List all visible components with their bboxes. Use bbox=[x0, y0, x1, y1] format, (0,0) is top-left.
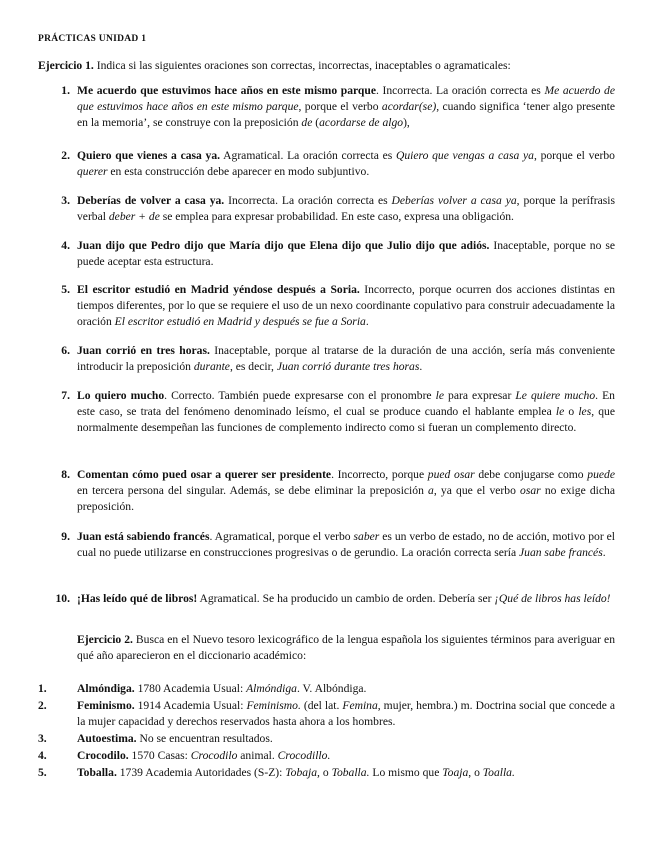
italic-text: Crocodillo. bbox=[277, 749, 331, 762]
bold-sentence: Almóndiga. bbox=[77, 682, 135, 695]
italic-text: les bbox=[578, 405, 592, 418]
italic-text: Me acuerdo de que estuvimos hace años en este mismo parque bbox=[77, 84, 615, 113]
italic-text: puede bbox=[587, 468, 615, 481]
text-run: debe conjugarse como bbox=[474, 468, 588, 481]
text-run: , mujer, hembra.) m. Doctrina social que concede a la mujer capacidad y derechos reservados hasta ahora a los hombres. bbox=[77, 699, 616, 728]
italic-text: Quiero que vengas a casa ya bbox=[395, 149, 534, 162]
item-text bbox=[77, 83, 615, 131]
bold-sentence: Juan corrió en tres horas. bbox=[77, 344, 210, 357]
bold-sentence: ¡Has leído qué de libros! bbox=[77, 592, 198, 605]
text-run: . bbox=[365, 315, 369, 328]
item-text bbox=[77, 591, 615, 607]
item-text bbox=[77, 343, 615, 375]
italic-text: acordarse de algo bbox=[319, 116, 404, 129]
exercise-1-instruction: Indica si las siguientes oraciones son correctas, incorrectas, inaceptables o agramaticales: bbox=[96, 59, 511, 72]
page-title: PRÁCTICAS UNIDAD 1 bbox=[38, 34, 147, 44]
text-run: se emplea para expresar probabilidad. En este caso, expresa una obligación. bbox=[159, 210, 514, 223]
italic-text: Femina bbox=[342, 699, 378, 712]
text-run: , que normalmente desempeñan las funciones de complemento indirecto como si fueran un complemento directo. bbox=[77, 405, 615, 434]
text-run: , o bbox=[468, 766, 483, 779]
item-text bbox=[77, 681, 615, 697]
item-text bbox=[77, 282, 615, 330]
italic-text: Juan corrió durante tres horas bbox=[276, 360, 420, 373]
text-run: . Correcto. También puede expresarse con el pronombre bbox=[164, 389, 436, 402]
bold-sentence: El escritor estudió en Madrid yéndose después a Soria. bbox=[77, 283, 360, 296]
bold-sentence: Quiero que vienes a casa ya. bbox=[77, 149, 221, 162]
text-run: (del lat. bbox=[300, 699, 343, 712]
text-run: animal. bbox=[237, 749, 278, 762]
text-run: o bbox=[319, 766, 332, 779]
item-text bbox=[77, 148, 615, 180]
text-run: , ya que el verbo bbox=[433, 484, 521, 497]
text-run: ( bbox=[312, 116, 320, 129]
text-run: Agramatical. La oración correcta es bbox=[220, 149, 396, 162]
bold-sentence: Crocodilo. bbox=[77, 749, 129, 762]
italic-text: Tobaja, bbox=[285, 766, 320, 779]
item-number: 5. bbox=[38, 766, 47, 779]
text-run: . V. Albóndiga. bbox=[296, 682, 367, 695]
item-number: 3. bbox=[61, 194, 70, 207]
text-run: Incorrecta. La oración correcta es bbox=[224, 194, 392, 207]
item-text bbox=[77, 748, 615, 764]
text-run: o bbox=[564, 405, 579, 418]
exercise-1-heading bbox=[38, 58, 623, 74]
italic-text: Crocodilo bbox=[190, 749, 238, 762]
italic-text: Le quiere mucho bbox=[515, 389, 596, 402]
bold-sentence: Toballa. bbox=[77, 766, 117, 779]
bold-sentence: Me acuerdo que estuvimos hace años en este mismo parque bbox=[77, 84, 376, 97]
text-run: para expresar bbox=[444, 389, 516, 402]
exercise-1-label: Ejercicio 1. bbox=[38, 59, 94, 72]
italic-text: a bbox=[428, 484, 434, 497]
bold-sentence: Comentan cómo pued osar a querer ser presidente bbox=[77, 468, 332, 481]
text-run: . bbox=[602, 546, 606, 559]
text-run: ), bbox=[403, 116, 410, 129]
item-number: 10. bbox=[55, 592, 70, 605]
italic-text: durante bbox=[193, 360, 230, 373]
italic-text: le bbox=[555, 405, 565, 418]
item-text bbox=[77, 529, 615, 561]
italic-text: de bbox=[301, 116, 313, 129]
text-run: 1780 Academia Usual: bbox=[134, 682, 247, 695]
bold-sentence: Autoestima. bbox=[77, 732, 137, 745]
text-run: . Incorrecto, porque bbox=[331, 468, 428, 481]
item-text bbox=[77, 467, 615, 515]
italic-text: pued osar bbox=[427, 468, 475, 481]
item-number: 8. bbox=[61, 468, 70, 481]
text-run: . En este caso, se trata del fenómeno denominado leísmo, el cual se produce cuando el hablante emplea bbox=[77, 389, 615, 418]
text-run: Lo mismo que bbox=[369, 766, 443, 779]
item-number: 7. bbox=[61, 389, 70, 402]
item-text bbox=[77, 238, 615, 270]
item-number: 3. bbox=[38, 732, 47, 745]
text-run: Agramatical. Se ha producido un cambio de orden. Debería ser bbox=[197, 592, 495, 605]
item-text bbox=[77, 388, 615, 436]
italic-text: querer bbox=[77, 165, 108, 178]
text-run: Incorrecto, porque ocurren dos acciones distintas en tiempos diferentes, por lo que se requiere el uso de un nexo coordinante copulativo para construir adecuadamente la oración bbox=[77, 283, 615, 328]
item-number: 2. bbox=[61, 149, 70, 162]
text-run: . Incorrecta. La oración correcta es bbox=[375, 84, 545, 97]
bold-sentence: Feminismo. bbox=[77, 699, 135, 712]
item-text bbox=[77, 731, 615, 747]
item-text bbox=[77, 698, 615, 730]
italic-text: Feminismo. bbox=[246, 699, 301, 712]
item-number: 9. bbox=[61, 530, 70, 543]
item-number: 1. bbox=[61, 84, 70, 97]
text-run: 1914 Academia Usual: bbox=[134, 699, 247, 712]
bold-sentence: Deberías de volver a casa ya. bbox=[77, 194, 225, 207]
text-run: No se encuentran resultados. bbox=[136, 732, 273, 745]
italic-text: Juan sabe francés bbox=[519, 546, 603, 559]
text-run: , porque el verbo bbox=[533, 149, 615, 162]
text-run: Inaceptable, porque al tratarse de la duración de una acción, sería más conveniente introducir la preposición bbox=[77, 344, 616, 373]
text-run: en tercera persona del singular. Además, se debe eliminar la preposición bbox=[77, 484, 429, 497]
italic-text: Almóndiga bbox=[246, 682, 297, 695]
italic-text: Toaja bbox=[442, 766, 469, 779]
exercise-2-heading bbox=[77, 632, 615, 664]
item-number: 5. bbox=[61, 283, 70, 296]
text-run: 1570 Casas: bbox=[128, 749, 191, 762]
bold-sentence: Juan dijo que Pedro dijo que María dijo que Elena dijo que Julio dijo que adiós. bbox=[77, 239, 490, 252]
text-run: es un verbo de estado, no de acción, motivo por el cual no puede utilizarse en construcciones progresivas o de gerundio. La oración correcta sería bbox=[77, 530, 615, 559]
italic-text: ¡Qué de libros has leído! bbox=[494, 592, 611, 605]
bold-sentence: Juan está sabiendo francés bbox=[77, 530, 210, 543]
item-number: 4. bbox=[61, 239, 70, 252]
italic-text: osar bbox=[520, 484, 541, 497]
italic-text: deber + de bbox=[108, 210, 160, 223]
item-number: 2. bbox=[38, 699, 47, 712]
text-run: , cuando significa ‘tener algo presente en la memoria’, se construye con la preposición bbox=[77, 100, 615, 129]
exercise-2-instruction: Busca en el Nuevo tesoro lexicográfico de la lengua española los siguientes términos para averiguar en qué año aparecieron en el diccionario académico: bbox=[77, 633, 615, 662]
item-text bbox=[77, 193, 615, 225]
italic-text: Deberías volver a casa ya bbox=[391, 194, 517, 207]
bold-sentence: Lo quiero mucho bbox=[77, 389, 165, 402]
exercise-2-label: Ejercicio 2. bbox=[77, 633, 133, 646]
italic-text: acordar(se) bbox=[381, 100, 437, 113]
item-number: 6. bbox=[61, 344, 70, 357]
text-run: , es decir, bbox=[229, 360, 277, 373]
item-number: 4. bbox=[38, 749, 47, 762]
text-run: 1739 Academia Autoridades (S-Z): bbox=[116, 766, 286, 779]
text-run: en esta construcción debe aparecer en modo subjuntivo. bbox=[107, 165, 370, 178]
text-run: . Agramatical, porque el verbo bbox=[209, 530, 354, 543]
text-run: . bbox=[419, 360, 423, 373]
italic-text: saber bbox=[353, 530, 380, 543]
italic-text: Toballa. bbox=[331, 766, 370, 779]
italic-text: Toalla. bbox=[482, 766, 515, 779]
italic-text: El escritor estudió en Madrid y después se fue a Soria bbox=[114, 315, 366, 328]
text-run: Inaceptable, porque no se puede aceptar esta estructura. bbox=[77, 239, 615, 268]
text-run: , porque la perífrasis verbal bbox=[77, 194, 615, 223]
text-run: , porque el verbo bbox=[298, 100, 382, 113]
italic-text: le bbox=[435, 389, 444, 402]
item-text bbox=[77, 765, 615, 781]
item-number: 1. bbox=[38, 682, 47, 695]
text-run: no exige dicha preposición. bbox=[77, 484, 615, 513]
